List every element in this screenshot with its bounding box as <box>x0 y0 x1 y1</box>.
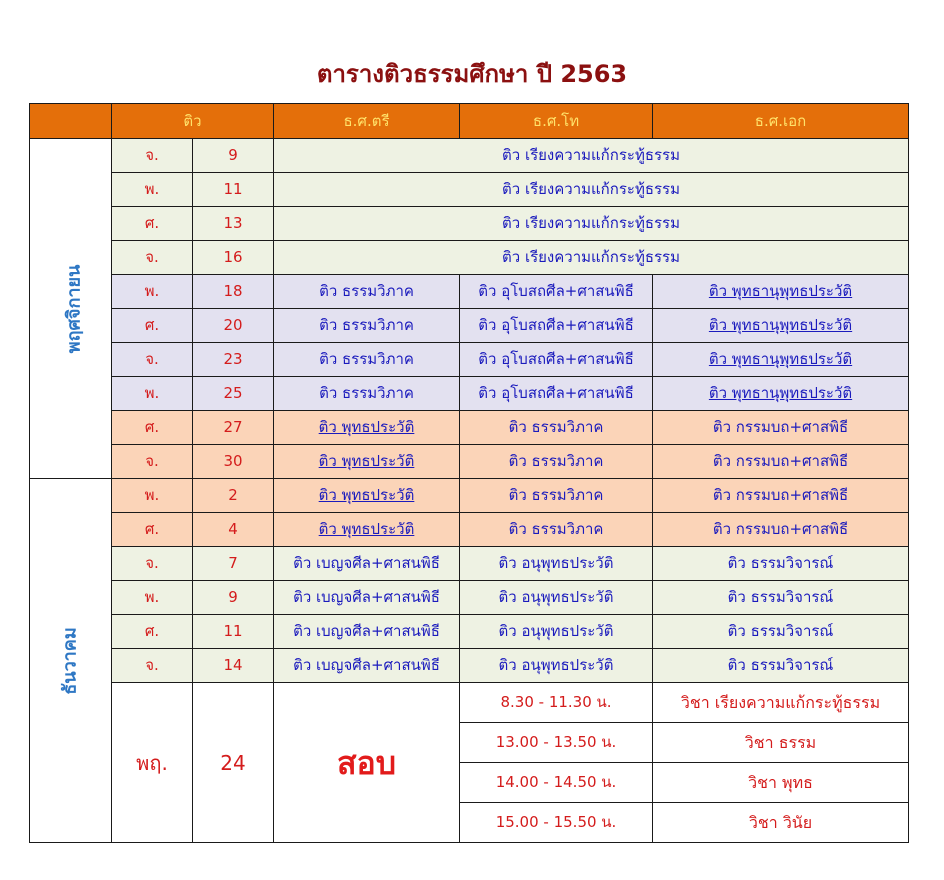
merged-subject-cell: ติว เรียงความแก้กระทู้ธรรม <box>274 173 909 207</box>
page-title: ตารางติวธรรมศึกษา ปี 2563 <box>316 60 628 88</box>
tri-cell: ติว เบญจศีล+ศาสนพิธี <box>274 649 460 683</box>
ek-cell: ติว ธรรมวิจารณ์ <box>653 547 909 581</box>
tho-cell: ติว ธรรมวิภาค <box>460 513 653 547</box>
date-cell: 16 <box>193 241 274 275</box>
ek-cell: ติว ธรรมวิจารณ์ <box>653 581 909 615</box>
day-cell: ศ. <box>112 309 193 343</box>
ek-cell: ติว พุทธานุพุทธประวัติ <box>653 309 909 343</box>
exam-label: สอบ <box>274 683 460 843</box>
tho-cell: ติว อนุพุทธประวัติ <box>460 581 653 615</box>
table-row <box>30 513 909 547</box>
day-cell: ศ. <box>112 207 193 241</box>
table-row <box>30 445 909 479</box>
day-cell: ศ. <box>112 411 193 445</box>
ek-cell: ติว พุทธานุพุทธประวัติ <box>653 275 909 309</box>
date-cell: 11 <box>193 615 274 649</box>
schedule-table <box>29 103 909 843</box>
merged-subject-cell: ติว เรียงความแก้กระทู้ธรรม <box>274 139 909 173</box>
table-row <box>30 479 909 513</box>
exam-subject-cell: วิชา พุทธ <box>653 763 909 803</box>
tri-cell: ติว ธรรมวิภาค <box>274 309 460 343</box>
header-tri: ธ.ศ.ตรี <box>274 104 460 139</box>
tho-cell: ติว ธรรมวิภาค <box>460 445 653 479</box>
day-cell: จ. <box>112 649 193 683</box>
day-cell: จ. <box>112 547 193 581</box>
tho-cell: ติว อุโบสถศีล+ศาสนพิธี <box>460 275 653 309</box>
exam-subject-cell: วิชา ธรรม <box>653 723 909 763</box>
exam-time-cell: 14.00 - 14.50 น. <box>460 763 653 803</box>
merged-subject-cell: ติว เรียงความแก้กระทู้ธรรม <box>274 207 909 241</box>
tri-cell: ติว ธรรมวิภาค <box>274 377 460 411</box>
table-row <box>30 411 909 445</box>
tri-cell: ติว ธรรมวิภาค <box>274 275 460 309</box>
table-row <box>30 615 909 649</box>
day-cell: พ. <box>112 479 193 513</box>
tri-cell: ติว ธรรมวิภาค <box>274 343 460 377</box>
date-cell: 13 <box>193 207 274 241</box>
date-cell: 20 <box>193 309 274 343</box>
table-row <box>30 241 909 275</box>
date-cell: 18 <box>193 275 274 309</box>
date-cell: 9 <box>193 581 274 615</box>
date-cell: 30 <box>193 445 274 479</box>
tho-cell: ติว อุโบสถศีล+ศาสนพิธี <box>460 343 653 377</box>
ek-cell: ติว กรรมบถ+ศาสพิธี <box>653 445 909 479</box>
exam-day-cell: พฤ. <box>112 683 193 843</box>
tho-cell: ติว อนุพุทธประวัติ <box>460 547 653 581</box>
ek-cell: ติว กรรมบถ+ศาสพิธี <box>653 479 909 513</box>
day-cell: ศ. <box>112 615 193 649</box>
date-cell: 23 <box>193 343 274 377</box>
merged-subject-cell: ติว เรียงความแก้กระทู้ธรรม <box>274 241 909 275</box>
date-cell: 7 <box>193 547 274 581</box>
tho-cell: ติว ธรรมวิภาค <box>460 411 653 445</box>
tri-cell: ติว พุทธประวัติ <box>274 411 460 445</box>
ek-cell: ติว กรรมบถ+ศาสพิธี <box>653 513 909 547</box>
table-row <box>30 139 909 173</box>
tho-cell: ติว อนุพุทธประวัติ <box>460 615 653 649</box>
tri-cell: ติว พุทธประวัติ <box>274 479 460 513</box>
exam-time-cell: 8.30 - 11.30 น. <box>460 683 653 723</box>
ek-cell: ติว ธรรมวิจารณ์ <box>653 615 909 649</box>
header-row <box>30 104 909 139</box>
exam-subject-cell: วิชา วินัย <box>653 803 909 843</box>
day-cell: ศ. <box>112 513 193 547</box>
ek-cell: ติว พุทธานุพุทธประวัติ <box>653 377 909 411</box>
header-ek: ธ.ศ.เอก <box>653 104 909 139</box>
date-cell: 27 <box>193 411 274 445</box>
tri-cell: ติว เบญจศีล+ศาสนพิธี <box>274 581 460 615</box>
table-row <box>30 173 909 207</box>
exam-subject-cell: วิชา เรียงความแก้กระทู้ธรรม <box>653 683 909 723</box>
tri-cell: ติว เบญจศีล+ศาสนพิธี <box>274 615 460 649</box>
day-cell: จ. <box>112 139 193 173</box>
ek-cell: ติว กรรมบถ+ศาสพิธี <box>653 411 909 445</box>
day-cell: จ. <box>112 343 193 377</box>
date-cell: 4 <box>193 513 274 547</box>
header-blank <box>30 104 112 139</box>
exam-date-cell: 24 <box>193 683 274 843</box>
day-cell: พ. <box>112 581 193 615</box>
table-row <box>30 649 909 683</box>
tho-cell: ติว อนุพุทธประวัติ <box>460 649 653 683</box>
date-cell: 25 <box>193 377 274 411</box>
ek-cell: ติว ธรรมวิจารณ์ <box>653 649 909 683</box>
header-tutor: ติว <box>112 104 274 139</box>
month-label-nov: พฤศจิกายน <box>30 139 112 479</box>
tri-cell: ติว เบญจศีล+ศาสนพิธี <box>274 547 460 581</box>
header-tho: ธ.ศ.โท <box>460 104 653 139</box>
table-row <box>30 343 909 377</box>
day-cell: จ. <box>112 445 193 479</box>
table-row <box>30 309 909 343</box>
day-cell: จ. <box>112 241 193 275</box>
date-cell: 2 <box>193 479 274 513</box>
date-cell: 9 <box>193 139 274 173</box>
table-row <box>30 377 909 411</box>
ek-cell: ติว พุทธานุพุทธประวัติ <box>653 343 909 377</box>
tri-cell: ติว พุทธประวัติ <box>274 445 460 479</box>
exam-time-cell: 15.00 - 15.50 น. <box>460 803 653 843</box>
day-cell: พ. <box>112 377 193 411</box>
table-row <box>30 581 909 615</box>
table-row <box>30 275 909 309</box>
table-row <box>30 207 909 241</box>
tri-cell: ติว พุทธประวัติ <box>274 513 460 547</box>
month-label-dec: ธันวาคม <box>30 479 112 843</box>
tho-cell: ติว ธรรมวิภาค <box>460 479 653 513</box>
table-row <box>30 547 909 581</box>
exam-time-cell: 13.00 - 13.50 น. <box>460 723 653 763</box>
exam-row <box>30 683 909 723</box>
date-cell: 14 <box>193 649 274 683</box>
tho-cell: ติว อุโบสถศีล+ศาสนพิธี <box>460 377 653 411</box>
tho-cell: ติว อุโบสถศีล+ศาสนพิธี <box>460 309 653 343</box>
date-cell: 11 <box>193 173 274 207</box>
day-cell: พ. <box>112 173 193 207</box>
day-cell: พ. <box>112 275 193 309</box>
